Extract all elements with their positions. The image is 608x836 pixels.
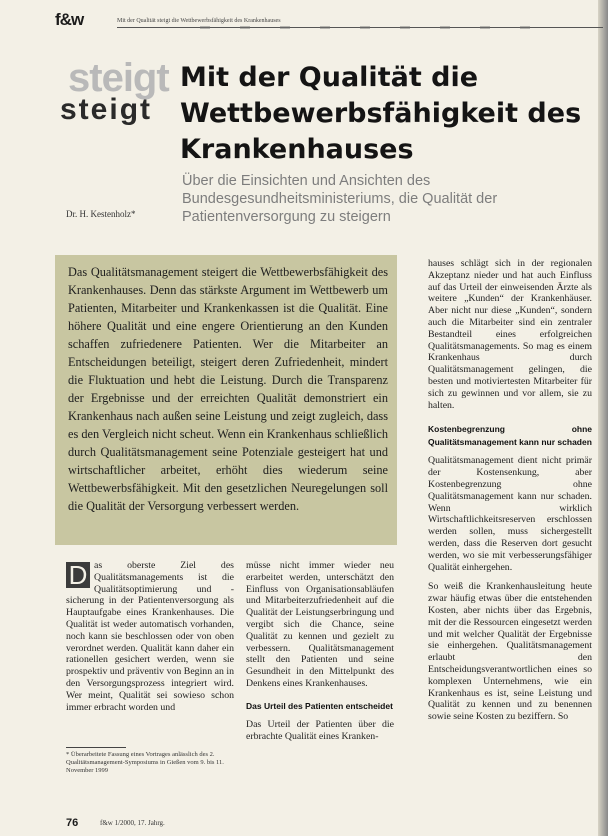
col3-paragraph-2: Qualitätsmanagement dient nicht primär der Kostensenkung, aber Kostenbegrenzung ohne Qualitätsmanagement kann nur schaden. Wenn wirklich Wirtschaftlichkeitsreserven erschlossen werden sollen, muss sichergestellt werden, dass die Reserven dort gesucht werden, wo sie mit verbesserungsfähiger Qualität einhergehen.	[428, 455, 592, 573]
footnote: * Überarbeitete Fassung eines Vortrages anlässlich des 2. Qualitätsmanagement-Symposiums in Gießen vom 9. bis 11. November 1999	[66, 751, 224, 774]
col3-paragraph-1: hauses schlägt sich in der regionalen Akzeptanz nieder und hat auch Einfluss auf das Urteil der einweisenden Ärzte als weitere „Kunden“ der Krankenhäuser. Aber nicht nur diese „Kunden“, sondern auch die Mitarbeiter sind ein zentraler Bestandteil eines erfolgreichen Qualitätsmanagements. So mag es einem Krankenhaus durch Qualitätsmanagement gelingen, die besten und motiviertesten Mitarbeiter für sich zu gewinnen und vor allem, sie zu halten.	[428, 258, 592, 411]
col3-paragraph-3: So weiß die Krankenhausleitung heute zwar häufig etwas über die entstehenden Kosten, aber nichts über das Ergebnis, mit der die Ressourcen eingesetzt werden und mit welcher Qualität der Ergebnisse sie einhergehen. Qualitätsmanagement erlaubt den Entscheidungsverantwortlichen eines so komplexen Unternehmens, wie ein Krankenhaus es ist, seine Leistung und Qualität zu kennen und zu benennen sowie seine Kosten zu beziffern. So	[428, 581, 592, 723]
col1-paragraph: as oberste Ziel des Qualitätsmanagements ist die Qualitätsoptimierung und -sicherung in der Patientenversorgung als Hauptaufgabe eines Krankenhauses. Die Qualität ist weder automatisch vorhanden, noch kann sie beschlossen oder von oben verordnet werden. Qualität kann daher ein rationellen gesichert werden, wenn sie prospektiv und präventiv von Beginn an in den Versorgungsprozess integriert wird. Wer meint, Qualität sei sowieso schon immer erbracht worden und	[66, 560, 234, 713]
decorative-dashes	[200, 26, 560, 29]
drop-cap: D	[66, 562, 90, 588]
decorative-word-bold: steigt	[60, 93, 153, 126]
body-column-3	[428, 258, 592, 723]
col2-paragraph-1: müsse nicht immer wieder neu erarbeitet werden, unterschätzt den Einfluss von Organisationsabläufen und Mitarbeiterzufriedenheit auf die Qualität der Leistungserbringung und vergibt sich die Chance, seine Qualität zu kennen und gezielt zu verbessern. Qualitätsmanagement stellt den Patienten und seine Gesundheit in den Mittelpunkt des Denkens eines Krankenhauses.	[246, 560, 394, 689]
section-heading-patient: Das Urteil des Patienten entscheidet	[246, 700, 393, 711]
col2-paragraph-2: Das Urteil der Patienten über die erbrachte Qualität eines Kranken-	[246, 718, 394, 742]
body-column-2	[246, 560, 394, 742]
footnote-rule	[66, 747, 126, 748]
section-heading-costs: Kostenbegrenzung ohne Qualitätsmanagement kann nur schaden	[428, 424, 592, 448]
journal-citation: f&w 1/2000, 17. Jahrg.	[100, 819, 165, 827]
author-byline: Dr. H. Kestenholz*	[66, 209, 136, 219]
running-title: Mit der Qualität steigt die Wettbewerbsfähigkeit des Krankenhauses	[117, 18, 281, 24]
journal-logo: f&w	[55, 10, 84, 29]
decorative-word-outline: steigt	[68, 56, 169, 100]
article-subtitle: Über die Einsichten und Ansichten des Bundesgesundheitsministeriums, die Qualität der Patientenversorgung zu steigern	[182, 173, 498, 225]
lead-paragraph: Das Qualitätsmanagement steigert die Wettbewerbsfähigkeit des Krankenhauses. Denn das stärkste Argument im Wettbewerb um Patienten, Mitarbeiter und Krankenkassen ist die Qualität. Eine höhere Qualität und eine engere Orientierung an den Kunden schaffen zufriedenere Patienten. Wer die Mitarbeiter an Entscheidungen beteiligt, steigert deren Zufriedenheit, mindert die Fluktuation und hebt die Leistung. Durch die Transparenz der Ergebnisse und der erreichten Qualität demonstriert ein Krankenhaus nach außen seine Leistung und zeigt zugleich, dass es den Vergleich nicht scheut. Wenn ein Krankenhaus schließlich durch Qualitätsmanagement seine Potenziale gesteigert hat und wirtschaftlicher arbeitet, erhöht dies wiederum seine Wettbewerbsfähigkeit. Mit den gesetzlichen Neuregelungen soll die Qualität der Versorgung verbessert werden.	[68, 265, 388, 513]
page-number: 76	[66, 817, 79, 829]
body-column-1	[66, 560, 234, 713]
article-title: Mit der Qualität die Wettbewerbsfähigkeit des Krankenhauses	[180, 62, 582, 165]
